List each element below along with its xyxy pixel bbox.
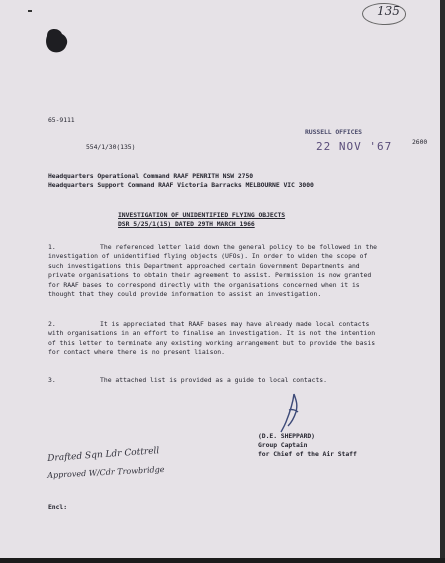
paragraph-number: 2. xyxy=(48,320,56,328)
paragraph-text: The attached list is provided as a guide to local contacts. xyxy=(100,376,328,384)
paragraph-1 xyxy=(48,243,378,299)
addressee-2: Headquarters Support Command RAAF Victoria Barracks MELBOURNE VIC 3000 xyxy=(48,181,314,189)
handwritten-signature xyxy=(278,392,306,434)
paragraph-text: The referenced letter laid down the general policy to be followed in the investigation of unidentified flying objects (UFOs). In order to widen the scope of such investigations this Department approached certain Government Departments and private organisations to obtain their agreement to assist. Permission is now granted for RAAF bases to correspond directly with the organisations concerned when it is thought that they could provide information to assist an investigation. xyxy=(48,243,378,299)
stamp-number: 2600 xyxy=(412,138,428,146)
addressee-1: Headquarters Operational Command RAAF PENRITH NSW 2750 xyxy=(48,172,254,180)
paragraph-number: 3. xyxy=(48,376,56,384)
signatory-for: for Chief of the Air Staff xyxy=(258,450,357,458)
date-stamp: 22 NOV '67 xyxy=(316,140,393,153)
paragraph-3 xyxy=(48,376,378,385)
subject-line-1: INVESTIGATION OF UNIDENTIFIED FLYING OBJECTS xyxy=(118,211,286,219)
file-reference: 65-9111 xyxy=(48,116,75,124)
enclosure-label: Encl: xyxy=(48,503,67,511)
handwritten-approved-note: Approved W/Cdr Trowbridge xyxy=(47,464,165,480)
signatory-rank: Group Captain xyxy=(258,441,308,449)
pen-mark xyxy=(28,10,32,12)
office-stamp: RUSSELL OFFICES xyxy=(305,128,362,136)
handwritten-drafted-note: Drafted Sqn Ldr Cottrell xyxy=(47,446,160,464)
page-number: 135 xyxy=(377,4,400,18)
signatory-name: (D.E. SHEPPARD) xyxy=(258,432,315,440)
document-reference: 554/1/30(135) xyxy=(86,143,136,151)
paragraph-number: 1. xyxy=(48,243,56,251)
ink-blot xyxy=(42,26,72,56)
paragraph-2 xyxy=(48,320,378,358)
scan-edge xyxy=(0,558,445,563)
subject-line-2: DSR 5/25/1(15) DATED 29TH MARCH 1966 xyxy=(118,220,255,228)
paragraph-text: It is appreciated that RAAF bases may have already made local contacts with organisations in an effort to finalise an investigation. It is not the intention of this letter to terminate any existing working arrangement but to provide the basis for contact where there is no present liaison. xyxy=(48,320,376,357)
